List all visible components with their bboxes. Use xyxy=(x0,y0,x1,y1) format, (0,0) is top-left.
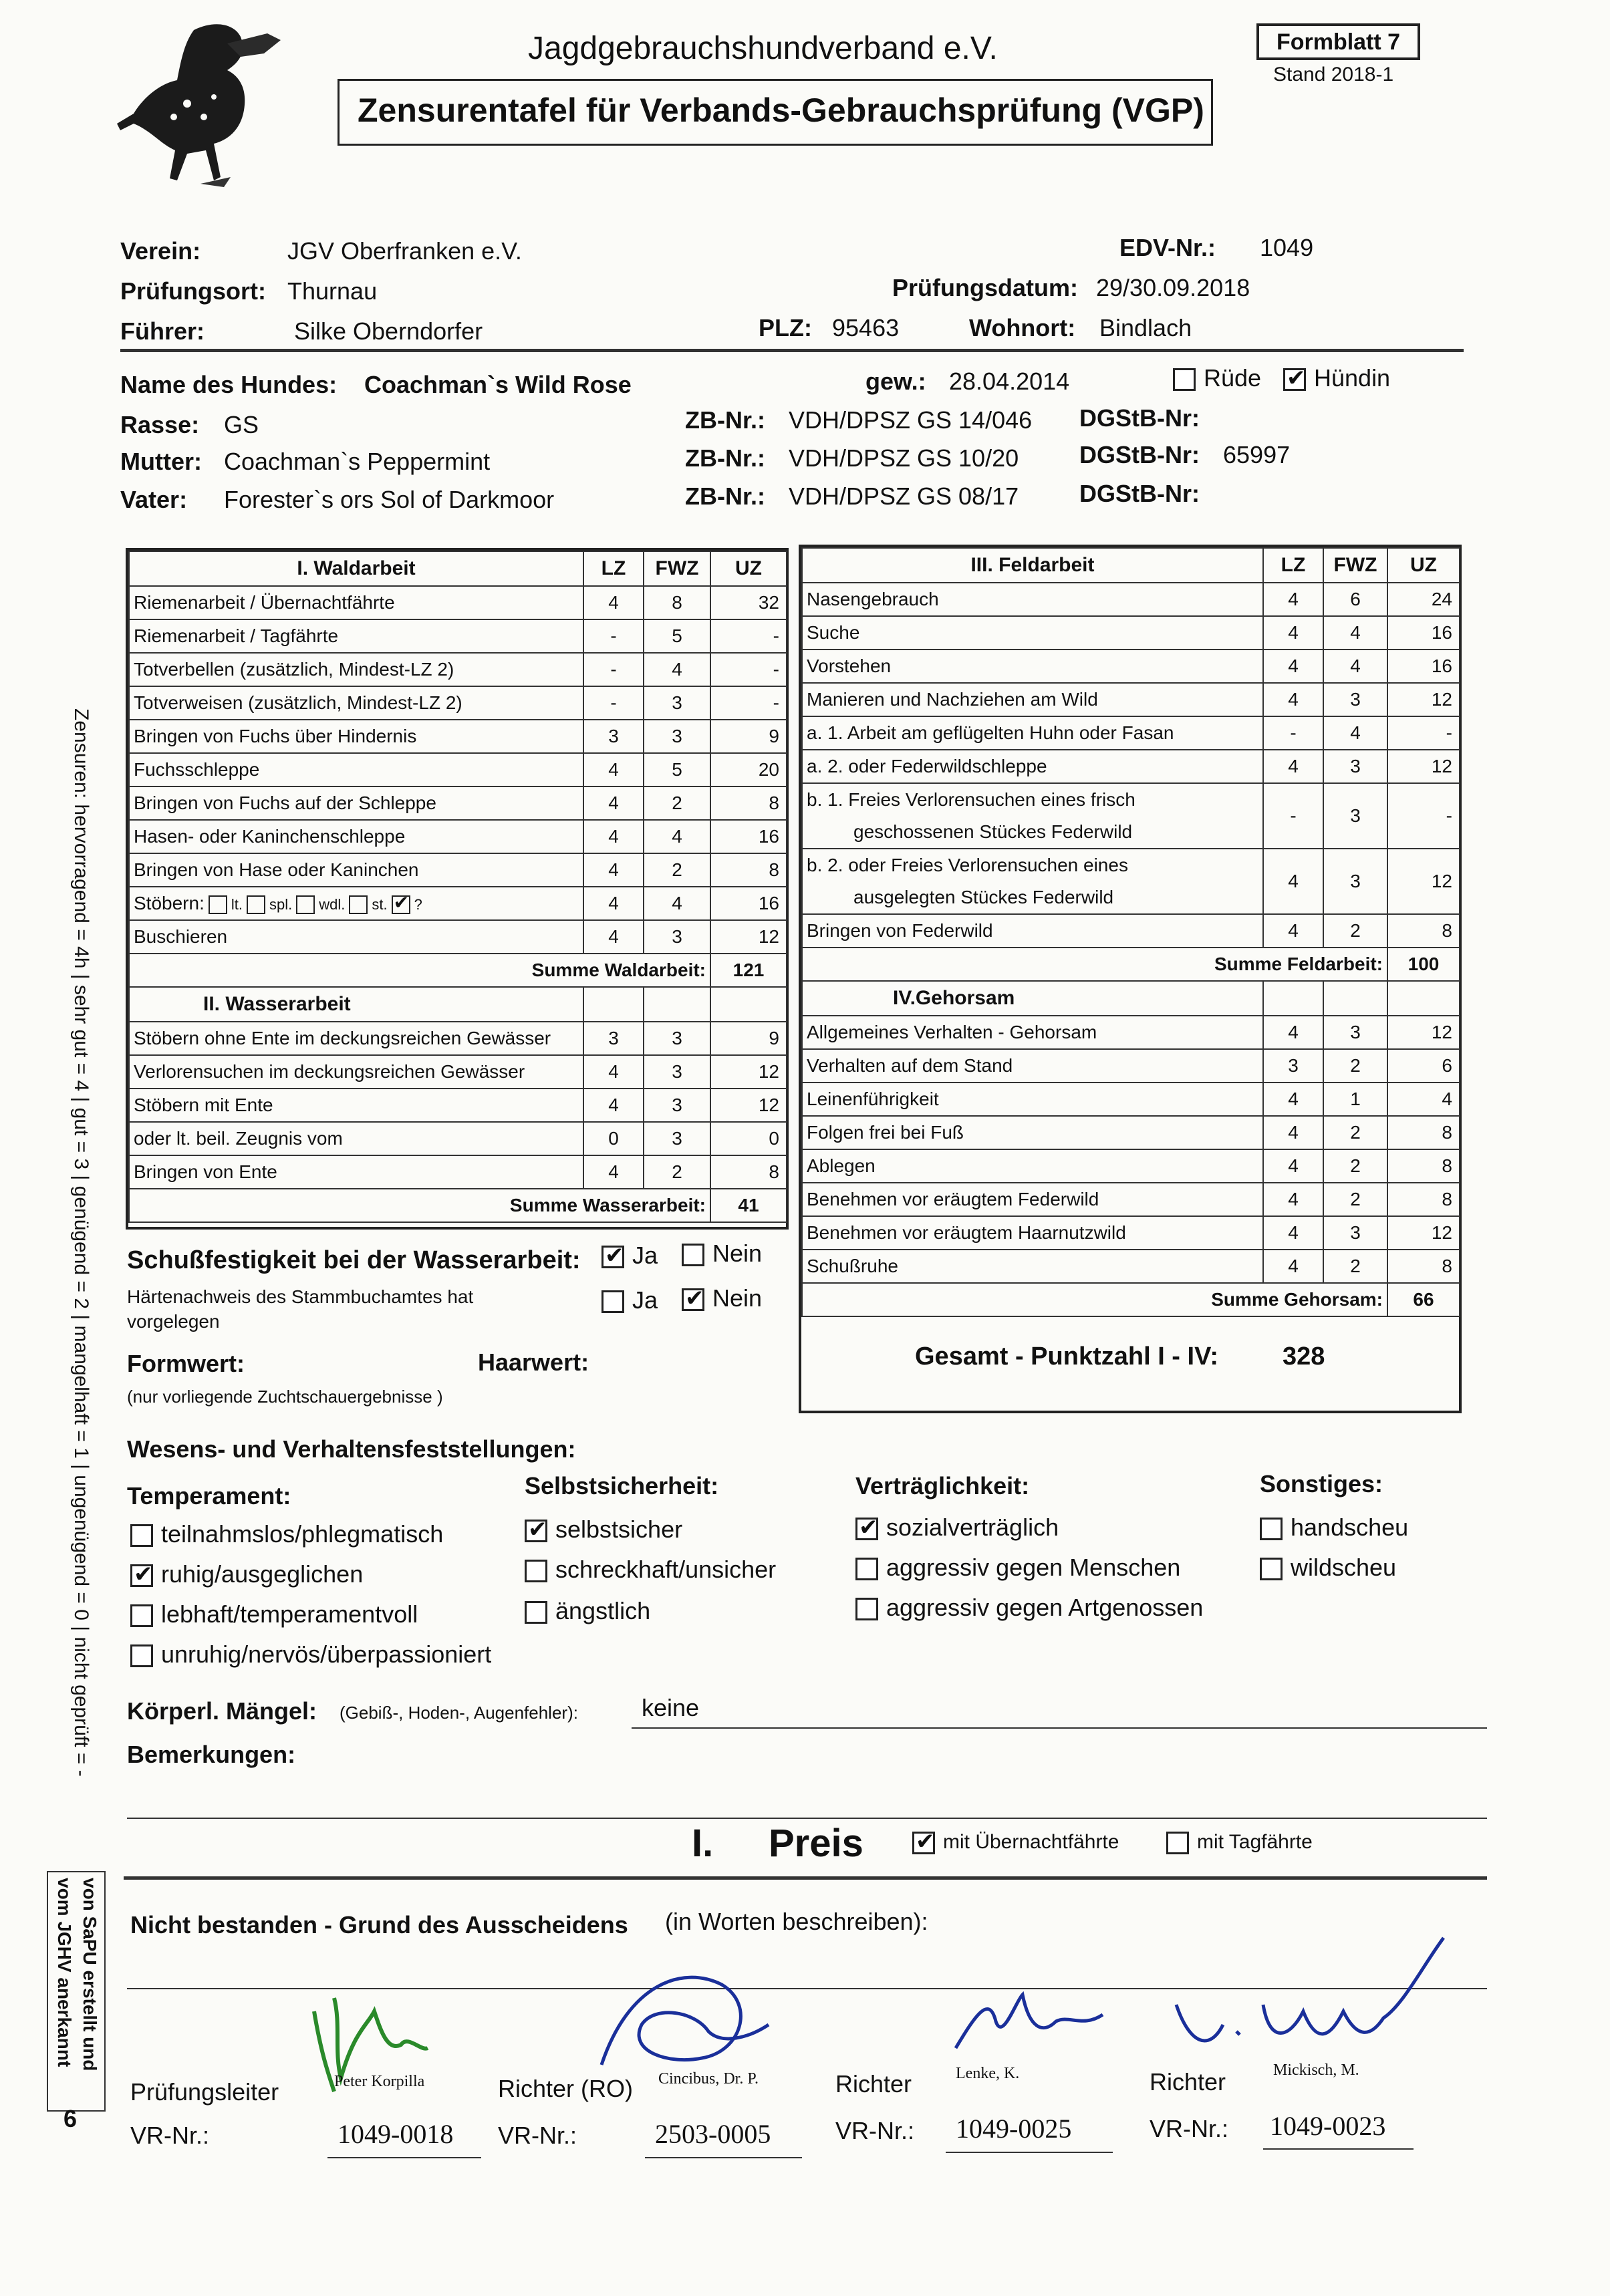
vr-line xyxy=(946,2152,1113,2153)
col-uz: UZ xyxy=(710,551,787,586)
divider xyxy=(124,1876,1487,1880)
nicht-bestanden-sub: (in Worten beschreiben): xyxy=(665,1908,928,1935)
table-row: Manieren und Nachziehen am Wild 4 3 12 xyxy=(802,683,1460,716)
temperament-title: Temperament: xyxy=(127,1482,291,1510)
waldarbeit-table xyxy=(128,551,787,1223)
zensuren-legend: Zensuren: hervorragend = 4h | sehr gut = 4 | gut = 3 | genügend = 2 | mangelhaft = 1 | ungenügend = 0 | nicht geprüft = - xyxy=(70,708,92,1777)
col-fwz: FWZ xyxy=(644,551,710,586)
table-row: Stöbern: lt. spl. wdl. st.✔ ? 4 4 16 xyxy=(129,887,787,920)
table-row: b. 2. oder Freies Verlorensuchen eines ausgelegten Stückes Federwild 4 3 12 xyxy=(802,849,1460,914)
divider xyxy=(120,349,1464,352)
haerte-label-2: vorgelegen xyxy=(127,1311,220,1332)
table-row: Folgen frei bei Fuß 4 2 8 xyxy=(802,1116,1460,1149)
wasser-sum-row: Summe Wasserarbeit: 41 xyxy=(129,1189,787,1222)
table-row: Allgemeines Verhalten - Gehorsam 4 3 12 xyxy=(802,1016,1460,1049)
vr-value-0: 1049-0018 xyxy=(338,2119,454,2149)
role-3: Richter xyxy=(1150,2068,1226,2096)
preis-label: Preis xyxy=(769,1822,863,1865)
org-name: Jagdgebrauchshundverband e.V. xyxy=(528,31,998,66)
maengel-value: keine xyxy=(642,1694,700,1721)
table-row: Schußruhe 4 2 8 xyxy=(802,1250,1460,1283)
bemerkungen-label: Bemerkungen: xyxy=(127,1741,296,1768)
table-row: Verhalten auf dem Stand 3 2 6 xyxy=(802,1049,1460,1083)
rasse-value: GS xyxy=(224,411,259,438)
formwert-label: Formwert: xyxy=(127,1350,245,1377)
table-row: Benehmen vor eräugtem Federwild 4 2 8 xyxy=(802,1183,1460,1216)
feld-title: III. Feldarbeit xyxy=(802,548,1263,583)
mutter-label: Mutter: xyxy=(120,448,202,475)
table-row: Totverbellen (zusätzlich, Mindest-LZ 2) - 4 - xyxy=(129,653,787,686)
schuss-nein-option[interactable]: Nein xyxy=(682,1240,762,1268)
bemerkungen-line xyxy=(127,1818,1487,1819)
temp-option[interactable]: lebhaft/temperamentvoll xyxy=(130,1600,418,1628)
pruefungsort-label: Prüfungsort: xyxy=(120,277,266,305)
hund-label: Name des Hundes: xyxy=(120,371,338,398)
signature-richter-1 xyxy=(942,1975,1116,2068)
zb2-label: ZB-Nr.: xyxy=(685,444,765,472)
table-row: Benehmen vor eräugtem Haarnutzwild 4 3 12 xyxy=(802,1216,1460,1250)
role-0: Prüfungsleiter xyxy=(130,2078,279,2106)
ruede-text: Rüde xyxy=(1204,364,1262,392)
vr-line xyxy=(1263,2148,1414,2150)
vert-option[interactable]: aggressiv gegen Artgenossen xyxy=(855,1594,1203,1622)
dgstb3-label: DGStB-Nr: xyxy=(1079,480,1200,507)
table-row: Riemenarbeit / Übernachtfährte 4 8 32 xyxy=(129,586,787,619)
haerte-ja-option[interactable]: Ja xyxy=(601,1286,658,1314)
schuss-ja-checkbox[interactable] xyxy=(601,1246,624,1268)
stoebern-q-checkbox[interactable] xyxy=(392,895,410,914)
signature-richter-2 xyxy=(1150,1924,1470,2085)
huendin-text: Hündin xyxy=(1314,364,1391,392)
table-row: Bringen von Federwild 4 2 8 xyxy=(802,914,1460,948)
table-row: Leinenführigkeit 4 1 4 xyxy=(802,1083,1460,1116)
rasse-label: Rasse: xyxy=(120,411,200,438)
feldarbeit-table: III. Feldarbeit LZ FWZ UZ Nasengebrauch 4 6 24 Suche 4 4 16 Vorstehen 4 4 16 Manieren und Nachziehen am Wild 4 3 12 a. 1. Arbeit am geflügelten Huhn oder Fasan - 4 - a. 2. oder Federwildschleppe 4 3 12 b. 1. Freies Verlorensuchen eines frisch geschossenen Stückes Federwild - 3 - b. 2. oder Freies Verlorensuchen eines ausgelegten Stückes Federwild 4 3 12 Bringen von Federwild 4 2 8 Summe Feldarbeit: 100 IV.Gehorsam Allgemeines Verhalten - Gehorsam 4 3 12 Verhalten auf dem Stand 3 2 6 Leinenführigkeit 4 1 4 Folgen frei bei Fuß 4 2 8 Ablegen 4 2 8 Benehmen vor eräugtem Federwild 4 2 8 Benehmen vor eräugtem Haarnutzwild 4 3 12 Schußruhe 4 2 8 Summe Gehorsam: 66 xyxy=(801,547,1460,1317)
zb3-value: VDH/DPSZ GS 08/17 xyxy=(789,482,1019,510)
vr-line xyxy=(327,2157,481,2158)
preis-opt2[interactable]: mit Tagfährte xyxy=(1166,1831,1313,1854)
dgstb2-value: 65997 xyxy=(1223,441,1291,468)
gehorsam-sum-row: Summe Gehorsam: 66 xyxy=(802,1283,1460,1316)
plz-value: 95463 xyxy=(832,314,900,341)
ruede-option[interactable] xyxy=(1173,364,1261,392)
edv-label: EDV-Nr.: xyxy=(1119,234,1216,261)
schuss-nein-checkbox[interactable] xyxy=(682,1244,704,1266)
haerte-nein-checkbox[interactable] xyxy=(682,1288,704,1311)
temp-option[interactable]: teilnahmslos/phlegmatisch xyxy=(130,1520,443,1548)
haerte-ja-checkbox[interactable] xyxy=(601,1290,624,1313)
role-1: Richter (RO) xyxy=(498,2075,634,2102)
wohnort-label: Wohnort: xyxy=(969,314,1076,341)
verein-label: Verein: xyxy=(120,237,201,265)
maengel-sub: (Gebiß-, Hoden-, Augenfehler): xyxy=(340,1703,578,1723)
vr-label-2: VR-Nr.: xyxy=(835,2117,915,2144)
table-row: Ablegen 4 2 8 xyxy=(802,1149,1460,1183)
gew-value: 28.04.2014 xyxy=(949,368,1070,395)
nicht-bestanden-label: Nicht bestanden - Grund des Ausscheidens xyxy=(130,1911,628,1939)
vr-line xyxy=(645,2157,802,2158)
gesamt-value: 328 xyxy=(1283,1342,1325,1371)
zb1-value: VDH/DPSZ GS 14/046 xyxy=(789,406,1033,434)
formwert-note: (nur vorliegende Zuchtschauergebnisse ) xyxy=(127,1387,443,1407)
edv-value: 1049 xyxy=(1260,234,1314,261)
schuss-label: Schußfestigkeit bei der Wasserarbeit: xyxy=(127,1246,581,1274)
plz-label: PLZ: xyxy=(759,314,812,341)
vertraeglichkeit-title: Verträglichkeit: xyxy=(855,1472,1030,1499)
page-number: 6 xyxy=(63,2105,78,2132)
table-row: Stöbern ohne Ente im deckungsreichen Gewässer 3 3 9 xyxy=(129,1022,787,1055)
pruefungsdatum-label: Prüfungsdatum: xyxy=(892,274,1078,301)
selbstsicherheit-title: Selbstsicherheit: xyxy=(525,1472,719,1499)
vater-label: Vater: xyxy=(120,486,188,513)
feldarbeit-box xyxy=(799,545,1462,1413)
table-row: Riemenarbeit / Tagfährte - 5 - xyxy=(129,619,787,653)
hund-value: Coachman`s Wild Rose xyxy=(364,371,632,398)
stand-label: Stand 2018-1 xyxy=(1273,63,1394,86)
table-row: Suche 4 4 16 xyxy=(802,616,1460,650)
temp-option[interactable]: ✔ruhig/ausgeglichen xyxy=(130,1560,363,1588)
maengel-label: Körperl. Mängel: xyxy=(127,1697,317,1725)
table-row: a. 1. Arbeit am geflügelten Huhn oder Fasan - 4 - xyxy=(802,716,1460,750)
ruede-checkbox[interactable] xyxy=(1173,368,1196,391)
table-row: Bringen von Ente 4 2 8 xyxy=(129,1155,787,1189)
preis-opt1[interactable]: ✔ mit Übernachtfährte xyxy=(912,1831,1119,1854)
wald-sum-row: Summe Waldarbeit: 121 xyxy=(129,954,787,987)
sapu-line-1: von SaPU erstellt und xyxy=(80,1878,100,2071)
table-row: Nasengebrauch 4 6 24 xyxy=(802,583,1460,616)
table-row: Bringen von Hase oder Kaninchen 4 2 8 xyxy=(129,853,787,887)
selbst-option[interactable]: ✔selbstsicher xyxy=(525,1516,682,1544)
huendin-option[interactable] xyxy=(1283,364,1390,392)
fuehrer-label: Führer: xyxy=(120,317,205,345)
schuss-ja-option[interactable]: ✔ Ja xyxy=(601,1242,658,1270)
table-row: b. 1. Freies Verlorensuchen eines frisch geschossenen Stückes Federwild - 3 - xyxy=(802,783,1460,849)
vr-value-1: 2503-0005 xyxy=(655,2119,771,2149)
table-row: Bringen von Fuchs auf der Schleppe 4 2 8 xyxy=(129,786,787,820)
table-row: Fuchsschleppe 4 5 20 xyxy=(129,753,787,786)
stoebern-st-checkbox[interactable] xyxy=(349,895,368,914)
waldarbeit-box xyxy=(126,548,789,1230)
mutter-value: Coachman`s Peppermint xyxy=(224,448,491,475)
wasser-title: II. Wasserarbeit xyxy=(129,987,583,1022)
table-row: Bringen von Fuchs über Hindernis 3 3 9 xyxy=(129,720,787,753)
col-lz: LZ xyxy=(583,551,644,586)
haarwert-label: Haarwert: xyxy=(478,1348,589,1376)
gesamt-label: Gesamt - Punktzahl I - IV: xyxy=(915,1342,1218,1371)
sonstiges-title: Sonstiges: xyxy=(1260,1470,1383,1497)
judge-name-1: Cincibus, Dr. P. xyxy=(658,2070,759,2088)
vert-option[interactable]: ✔sozialverträglich xyxy=(855,1514,1059,1542)
role-2: Richter xyxy=(835,2070,912,2098)
zb1-label: ZB-Nr.: xyxy=(685,406,765,434)
maengel-line xyxy=(632,1727,1487,1729)
sonst-option[interactable]: wildscheu xyxy=(1260,1554,1396,1582)
vater-value: Forester`s ors Sol of Darkmoor xyxy=(224,486,555,513)
haerte-nein-option[interactable]: ✔ Nein xyxy=(682,1284,762,1312)
stoebern-lt-checkbox[interactable] xyxy=(209,895,227,914)
stoebern-spl-checkbox[interactable] xyxy=(247,895,265,914)
vr-value-2: 1049-0025 xyxy=(956,2114,1072,2144)
zb2-value: VDH/DPSZ GS 10/20 xyxy=(789,444,1019,472)
vr-label-0: VR-Nr.: xyxy=(130,2122,210,2149)
table-row: Vorstehen 4 4 16 xyxy=(802,650,1460,683)
table-row: a. 2. oder Federwildschleppe 4 3 12 xyxy=(802,750,1460,783)
vr-value-3: 1049-0023 xyxy=(1270,2111,1386,2141)
jghv-logo xyxy=(114,17,301,197)
temp-option[interactable]: unruhig/nervös/überpassioniert xyxy=(130,1640,491,1669)
table-row: Stöbern mit Ente 4 3 12 xyxy=(129,1089,787,1122)
dgstb1-label: DGStB-Nr: xyxy=(1079,404,1200,432)
form-title: Zensurentafel für Verbands-Gebrauchsprüfung (VGP) xyxy=(358,92,1204,129)
haerte-label-1: Härtenachweis des Stammbuchamtes hat xyxy=(127,1286,474,1307)
judge-name-0: Peter Korpilla xyxy=(334,2073,425,2090)
signature-richter-ro xyxy=(588,1958,789,2085)
feld-sum-row: Summe Feldarbeit: 100 xyxy=(802,948,1460,981)
wohnort-value: Bindlach xyxy=(1099,314,1192,341)
table-row: Buschieren 4 3 12 xyxy=(129,920,787,954)
tagfaehrte-checkbox[interactable] xyxy=(1166,1832,1189,1854)
gehorsam-title: IV.Gehorsam xyxy=(802,981,1263,1016)
selbst-option[interactable]: schreckhaft/unsicher xyxy=(525,1556,776,1584)
stoebern-label: Stöbern: xyxy=(134,893,205,913)
preis-rank: I. xyxy=(692,1822,714,1865)
vert-option[interactable]: aggressiv gegen Menschen xyxy=(855,1554,1180,1582)
pruefungsdatum-value: 29/30.09.2018 xyxy=(1096,274,1250,301)
wesen-title: Wesens- und Verhaltensfeststellungen: xyxy=(127,1435,576,1463)
selbst-option[interactable]: ängstlich xyxy=(525,1597,650,1625)
uebernacht-checkbox[interactable] xyxy=(912,1832,935,1854)
vr-label-3: VR-Nr.: xyxy=(1150,2115,1229,2142)
sonst-option[interactable]: handscheu xyxy=(1260,1514,1408,1542)
table-row: Hasen- oder Kaninchenschleppe 4 4 16 xyxy=(129,820,787,853)
dgstb2-label: DGStB-Nr: xyxy=(1079,441,1200,468)
gew-label: gew.: xyxy=(865,368,926,395)
stoebern-wdl-checkbox[interactable] xyxy=(296,895,315,914)
verein-value: JGV Oberfranken e.V. xyxy=(287,237,522,265)
judge-name-3: Mickisch, M. xyxy=(1273,2061,1359,2079)
huendin-checkbox[interactable] xyxy=(1283,368,1306,391)
vr-label-1: VR-Nr.: xyxy=(498,2122,577,2149)
wald-title: I. Waldarbeit xyxy=(129,551,583,586)
zb3-label: ZB-Nr.: xyxy=(685,482,765,510)
formblatt-badge: Formblatt 7 xyxy=(1256,23,1420,60)
table-row: oder lt. beil. Zeugnis vom 0 3 0 xyxy=(129,1122,787,1155)
table-row: Totverweisen (zusätzlich, Mindest-LZ 2) - 3 - xyxy=(129,686,787,720)
fuehrer-value: Silke Oberndorfer xyxy=(294,317,483,345)
pruefungsort-value: Thurnau xyxy=(287,277,378,305)
judge-name-2: Lenke, K. xyxy=(956,2065,1020,2082)
sapu-line-2: vom JGHV anerkannt xyxy=(54,1878,75,2067)
table-row: Verlorensuchen im deckungsreichen Gewässer 4 3 12 xyxy=(129,1055,787,1089)
